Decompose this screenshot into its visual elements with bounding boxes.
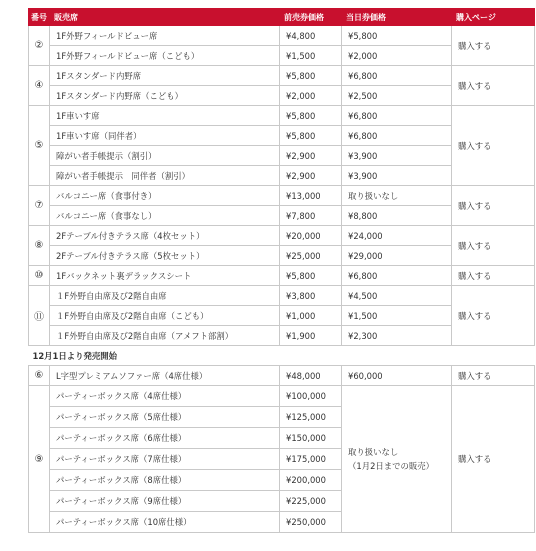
day-of-price: ¥24,000 (342, 226, 452, 246)
header-seat: 販売席 (50, 9, 280, 26)
ticket-price-table-container (28, 8, 535, 533)
group-number: ⑨ (29, 386, 50, 533)
day-of-price: ¥6,800 (342, 126, 452, 146)
group-number: ⑩ (29, 266, 50, 286)
presale-price: ¥2,900 (280, 146, 342, 166)
presale-price: ¥3,800 (280, 286, 342, 306)
purchase-link[interactable]: 購入する (452, 226, 535, 266)
day-of-price: ¥2,500 (342, 86, 452, 106)
presale-price: ¥1,900 (280, 326, 342, 346)
seat-name: 1Fスタンダード内野席 (50, 66, 280, 86)
presale-price: ¥5,800 (280, 126, 342, 146)
seat-name: バルコニー席（食事なし） (50, 206, 280, 226)
seat-name: パーティーボックス席（10席仕様） (50, 512, 280, 533)
presale-price: ¥250,000 (280, 512, 342, 533)
table-body (29, 26, 535, 533)
presale-price: ¥200,000 (280, 470, 342, 491)
day-of-note-line1: 取り扱いなし (348, 447, 399, 457)
presale-price: ¥1,500 (280, 46, 342, 66)
purchase-link[interactable]: 購入する (452, 106, 535, 186)
presale-price: ¥5,800 (280, 266, 342, 286)
presale-price: ¥4,800 (280, 26, 342, 46)
presale-price: ¥1,000 (280, 306, 342, 326)
seat-name: 1F車いす席 (50, 106, 280, 126)
presale-price: ¥5,800 (280, 106, 342, 126)
day-of-price: ¥60,000 (342, 366, 452, 386)
seat-name: パーティーボックス席（6席仕様） (50, 428, 280, 449)
day-of-price: ¥2,300 (342, 326, 452, 346)
seat-name: 1F外野フィールドビュー席 (50, 26, 280, 46)
table-row (29, 66, 535, 86)
day-of-price: ¥6,800 (342, 106, 452, 126)
day-of-price: 取り扱いなし (342, 186, 452, 206)
table-row (29, 106, 535, 126)
group-number: ⑪ (29, 286, 50, 346)
seat-name: L字型プレミアムソファー席（4席仕様） (50, 366, 280, 386)
purchase-link[interactable]: 購入する (452, 66, 535, 106)
table-row (29, 226, 535, 246)
presale-price: ¥2,900 (280, 166, 342, 186)
header-presale-price: 前売券価格 (280, 9, 342, 26)
seat-name: 2Fテーブル付きテラス席（4枚セット） (50, 226, 280, 246)
seat-name: 障がい者手帳提示 同伴者（割引） (50, 166, 280, 186)
seat-name: パーティーボックス席（7席仕様） (50, 449, 280, 470)
presale-price: ¥25,000 (280, 246, 342, 266)
presale-price: ¥48,000 (280, 366, 342, 386)
presale-price: ¥2,000 (280, 86, 342, 106)
group-number: ⑤ (29, 106, 50, 186)
seat-name: 2Fテーブル付きテラス席（5枚セット） (50, 246, 280, 266)
group-number: ⑥ (29, 366, 50, 386)
day-of-price: ¥2,000 (342, 46, 452, 66)
seat-name: 1Fバックネット裏デラックスシート (50, 266, 280, 286)
day-of-price: ¥8,800 (342, 206, 452, 226)
day-of-price: ¥6,800 (342, 266, 452, 286)
purchase-link[interactable]: 購入する (452, 366, 535, 386)
seat-name: １F外野自由席及び2階自由席（アメフト部割） (50, 326, 280, 346)
presale-price: ¥150,000 (280, 428, 342, 449)
day-of-price: ¥4,500 (342, 286, 452, 306)
seat-name: 1F車いす席（同伴者） (50, 126, 280, 146)
day-of-note-line2: （1月2日までの販売） (348, 461, 435, 471)
header-purchase-page: 購入ページ (452, 9, 535, 26)
table-row (29, 366, 535, 386)
seat-name: 1F外野フィールドビュー席（こども） (50, 46, 280, 66)
purchase-link[interactable]: 購入する (452, 266, 535, 286)
day-of-price: ¥29,000 (342, 246, 452, 266)
table-row (29, 26, 535, 46)
header-number: 番号 (29, 9, 50, 26)
table-row (29, 286, 535, 306)
presale-price: ¥175,000 (280, 449, 342, 470)
day-of-price: ¥5,800 (342, 26, 452, 46)
day-of-price (342, 386, 452, 533)
day-of-price: ¥3,900 (342, 146, 452, 166)
day-of-price: ¥3,900 (342, 166, 452, 186)
presale-price: ¥100,000 (280, 386, 342, 407)
table-row (29, 266, 535, 286)
table-row (29, 186, 535, 206)
seat-name: パーティーボックス席（8席仕様） (50, 470, 280, 491)
seat-name: 障がい者手帳提示（割引） (50, 146, 280, 166)
purchase-link[interactable]: 購入する (452, 286, 535, 346)
ticket-price-table (28, 8, 535, 533)
header-day-of-price: 当日券価格 (342, 9, 452, 26)
purchase-link[interactable]: 購入する (452, 26, 535, 66)
group-number: ⑦ (29, 186, 50, 226)
presale-price: ¥13,000 (280, 186, 342, 206)
purchase-link[interactable]: 購入する (452, 186, 535, 226)
presale-price: ¥7,800 (280, 206, 342, 226)
seat-name: パーティーボックス席（5席仕様） (50, 407, 280, 428)
group-number: ② (29, 26, 50, 66)
day-of-price: ¥6,800 (342, 66, 452, 86)
presale-price: ¥20,000 (280, 226, 342, 246)
group-number: ⑧ (29, 226, 50, 266)
table-header-row (29, 9, 535, 26)
seat-name: １F外野自由席及び2階自由席 (50, 286, 280, 306)
purchase-link[interactable]: 購入する (452, 386, 535, 533)
sale-start-note-row (29, 346, 535, 366)
presale-price: ¥5,800 (280, 66, 342, 86)
seat-name: バルコニー席（食事付き） (50, 186, 280, 206)
group-number: ④ (29, 66, 50, 106)
seat-name: １F外野自由席及び2階自由席（こども） (50, 306, 280, 326)
day-of-price: ¥1,500 (342, 306, 452, 326)
presale-price: ¥125,000 (280, 407, 342, 428)
sale-start-note: 12月1日より発売開始 (29, 346, 535, 366)
presale-price: ¥225,000 (280, 491, 342, 512)
seat-name: 1Fスタンダード内野席（こども） (50, 86, 280, 106)
seat-name: パーティーボックス席（9席仕様） (50, 491, 280, 512)
seat-name: パーティーボックス席（4席仕様） (50, 386, 280, 407)
table-row (29, 386, 535, 407)
